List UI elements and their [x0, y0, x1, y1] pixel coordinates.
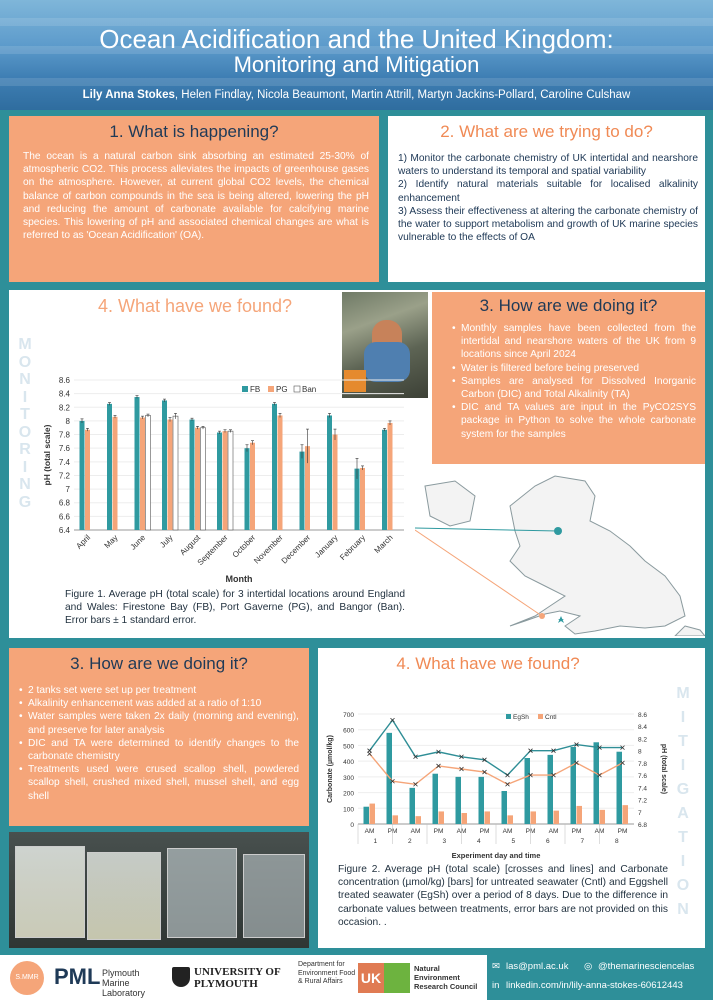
list-item: • 2 tanks set were set up per treatment [19, 684, 299, 697]
y-tick-label: 6.8 [58, 498, 70, 508]
x-tick-label: PM [525, 828, 536, 835]
email-icon: ✉ [492, 961, 500, 972]
bar-EgSh [548, 755, 554, 824]
section-heading: 3. How are we doing it? [70, 654, 248, 673]
x-tick-label: AM [594, 828, 605, 835]
bar-FB [327, 415, 332, 530]
other-authors: , Helen Findlay, Nicola Beaumont, Martin Attrill, Martyn Jackins-Pollard, Caroline Culshaw [174, 89, 631, 101]
bar-EgSh [410, 788, 416, 824]
y-right-tick-label: 7.6 [638, 773, 648, 781]
y-right-tick-label: 8 [638, 748, 642, 756]
bar-Cntl [508, 815, 514, 824]
x-tick-label: PM [387, 828, 398, 835]
bar-EgSh [387, 733, 393, 824]
ph-monthly-chart [40, 372, 420, 588]
bar-Ban [228, 431, 233, 530]
y-tick-label: 7.6 [58, 444, 70, 454]
section-heading: 1. What is happening? [109, 122, 279, 141]
y-tick-label: 8.4 [58, 389, 70, 399]
day-label: 6 [545, 838, 550, 845]
bar-Cntl [600, 810, 606, 824]
legend-label: EgSh [513, 714, 529, 721]
x-tick-label: August [178, 533, 203, 558]
y-right-tick-label: 8.2 [638, 736, 648, 744]
legend-label: FB [250, 385, 261, 394]
section-heading: 2. What are we trying to do? [440, 122, 653, 141]
figure-1-caption: Figure 1. Average pH (total scale) for 3 intertidal locations around England and Wales: Firestone Bay (FB), Port Gaverne (PG), and Bangor (Ban). Error bars ± 1 standard error. [65, 589, 405, 627]
bar-Ban [173, 416, 178, 530]
x-tick-label: October [230, 533, 258, 560]
y-left-tick-label: 0 [350, 822, 354, 829]
poster-subtitle: Monitoring and Mitigation [233, 52, 480, 77]
tanks-photo [9, 832, 309, 948]
y-right-tick-label: 7.8 [638, 760, 648, 768]
map-ireland [425, 481, 475, 526]
pml-logo: PML [54, 964, 101, 989]
poster-title: Ocean Acidification and the United Kingdom: [99, 24, 614, 54]
x-tick-label: March [372, 533, 395, 556]
x-tick-label: AM [548, 828, 559, 835]
y-right-tick-label: 8.4 [638, 724, 648, 732]
section-heading: 4. What have we found? [97, 296, 293, 316]
bar-FB [162, 400, 167, 530]
list-item: • Samples are analysed for Dissolved Inorganic Carbon (DIC) and Total Alkalinity (TA) [452, 375, 696, 401]
bar-Cntl [370, 804, 376, 824]
day-label: 4 [476, 838, 481, 845]
nerc-logo-text: Natural Environment Research Council [414, 964, 478, 991]
legend-swatch [268, 386, 274, 392]
label-text: MITIGATION [676, 685, 690, 918]
bar-EgSh [525, 758, 531, 824]
bar-EgSh [456, 777, 462, 824]
bar-Cntl [554, 811, 560, 824]
legend-label: PG [276, 385, 288, 394]
bar-PG [388, 423, 393, 530]
monitoring-vertical-label [16, 336, 34, 511]
ukri-logo: UK [358, 963, 384, 993]
section-what-is-happening [9, 116, 379, 282]
site-marker-star [558, 616, 564, 623]
aims-list [398, 152, 698, 244]
bar-Cntl [623, 805, 629, 824]
section-heading: 4. What have we found? [396, 654, 580, 673]
y-axis-label: pH (total scale) [42, 424, 52, 486]
ph-line [370, 754, 623, 785]
section-heading: 3. How are we doing it? [479, 296, 658, 315]
method-list [19, 684, 299, 803]
x-tick-label: PM [571, 828, 582, 835]
legend-label: Ban [302, 385, 317, 394]
uop-logo: UNIVERSITY OF PLYMOUTH [194, 966, 281, 990]
bar-PG [250, 443, 255, 530]
bar-FB [135, 397, 140, 530]
section-what-are-we-trying [388, 116, 705, 282]
smmr-logo: S.MMR [10, 961, 44, 995]
y-tick-label: 6.6 [58, 512, 70, 522]
bar-FB [300, 452, 305, 530]
list-item: • Monthly samples have been collected from the intertidal and nearshore waters of the UK from 9 locations since April 2024 [452, 322, 696, 362]
x-tick-label: November [252, 533, 285, 566]
mitigation-vertical-label [674, 682, 692, 922]
x-tick-label: AM [502, 828, 513, 835]
x-tick-label: December [279, 533, 313, 566]
y-left-tick-label: 700 [343, 712, 354, 719]
list-item: • Treatments used were crused scallop shell, powdered scallop shell, crushed mixed shell, mussel shell, and egg shell [19, 763, 299, 803]
y-right-tick-label: 6.8 [638, 822, 648, 829]
y-right-tick-label: 7.4 [638, 785, 648, 793]
section-how-mitigation [9, 648, 309, 826]
x-tick-label: February [338, 533, 368, 563]
bar-FB [217, 433, 222, 531]
bar-PG [113, 417, 118, 530]
day-label: 3 [442, 838, 447, 845]
bar-PG [333, 435, 338, 530]
x-tick-label: PM [479, 828, 490, 835]
y-tick-label: 8.6 [58, 376, 70, 385]
bar-FB [245, 448, 250, 530]
bar-PG [278, 415, 283, 530]
x-tick-label: PM [617, 828, 628, 835]
aim-item: 1) Monitor the carbonate chemistry of UK intertidal and nearshore waters to understand its temporal and spatial variability [398, 153, 698, 178]
x-tick-label: AM [456, 828, 467, 835]
pml-logo-text: Plymouth Marine Laboratory [102, 968, 146, 998]
author-list [0, 89, 713, 101]
label-text: MONITORING [18, 336, 32, 511]
y-right-tick-label: 8.6 [638, 712, 648, 719]
x-tick-label: June [128, 533, 148, 552]
bar-Cntl [577, 806, 583, 824]
day-label: 8 [614, 838, 619, 845]
y-tick-label: 7 [65, 485, 70, 495]
list-item: • DIC and TA values are input in the PyCO2SYS package in Python to solve the whole carbonate system for the samples [452, 401, 696, 441]
lead-author: Lily Anna Stokes [82, 89, 175, 101]
y-left-tick-label: 600 [343, 727, 354, 735]
bar-PG [168, 420, 173, 530]
bar-FB [190, 420, 195, 530]
x-axis-label: Experiment day and time [451, 851, 541, 860]
social-icon: ◎ [584, 961, 593, 972]
x-tick-label: AM [410, 828, 421, 835]
uk-map [415, 466, 705, 636]
figure-2-caption: Figure 2. Average pH (total scale) [crosses and lines] and Carbonate concentration (µmol/kg) [bars] for untreated seawater (Cntl) and Eggshell treated seawater (EgSh) over a period of 8 days. Due to the difference in carbonate values between treatments, error bars are not provided on this occasion. . [338, 864, 668, 928]
y-left-tick-label: 100 [343, 806, 354, 814]
y-right-tick-label: 7 [638, 809, 642, 817]
method-list [452, 322, 696, 441]
bar-Ban [146, 415, 151, 530]
bar-PG [140, 418, 145, 531]
carbonate-ph-chart [322, 706, 672, 862]
bar-Ban [201, 428, 206, 530]
day-label: 2 [407, 838, 412, 845]
bar-EgSh [502, 791, 508, 824]
x-tick-label: AM [364, 828, 375, 835]
bar-Cntl [462, 813, 468, 824]
y-tick-label: 8 [65, 416, 70, 426]
bar-EgSh [433, 774, 439, 824]
defra-logo: Department for Environment Food & Rural Affairs [298, 961, 356, 985]
bar-PG [195, 428, 200, 530]
aim-item: 3) Assess their effectiveness at altering the carbonate chemistry of the water to support metabolism and growth of UK marine species vulnerable to the effects of OA [398, 205, 698, 244]
bar-Cntl [485, 811, 491, 824]
map-france-edge [675, 626, 705, 636]
day-label: 5 [511, 838, 516, 845]
y-tick-label: 6.4 [58, 526, 70, 535]
bar-PG [360, 468, 365, 530]
ph-cross-marker [368, 752, 372, 756]
linkedin-icon: in [492, 980, 500, 991]
linkedin-link[interactable]: linkedin.com/in/lily-anna-stokes-60612443 [506, 980, 683, 991]
y-left-tick-label: 200 [343, 790, 354, 798]
ph-cross-marker [391, 718, 395, 722]
aim-item: 2) Identify natural materials suitable for localised alkalinity enhancement [398, 179, 698, 204]
section-how-monitoring [432, 292, 705, 464]
day-label: 7 [580, 838, 585, 845]
y-right-tick-label: 7.2 [638, 797, 648, 805]
bar-EgSh [594, 742, 600, 824]
legend-swatch [538, 714, 543, 719]
bar-EgSh [479, 777, 485, 824]
bar-EgSh [364, 807, 370, 824]
legend-label: Cntl [545, 714, 557, 721]
uop-crest-icon [172, 967, 190, 987]
legend-swatch [506, 714, 511, 719]
y-left-tick-label: 300 [343, 774, 354, 782]
list-item: • DIC and TA were determined to identify changes to the carbonate chemistry [19, 737, 299, 763]
y-left-tick-label: 500 [343, 743, 354, 751]
x-tick-label: April [74, 533, 93, 551]
y-left-tick-label: 400 [343, 759, 354, 767]
map-england-wales [510, 476, 685, 634]
list-item: • Alkalinity enhancement was added at a ratio of 1:10 [19, 697, 299, 710]
y-tick-label: 7.2 [58, 471, 70, 481]
bar-Cntl [393, 815, 399, 824]
y-tick-label: 7.8 [58, 430, 70, 440]
bar-EgSh [617, 752, 623, 824]
bar-Cntl [439, 811, 445, 824]
x-tick-label: May [102, 533, 120, 551]
day-label: 1 [373, 838, 378, 845]
list-item: • Water samples were taken 2x daily (morning and evening), and preserve for later analysis [19, 710, 299, 736]
bar-Cntl [416, 816, 422, 824]
x-tick-label: September [195, 533, 230, 568]
section-body: The ocean is a natural carbon sink absorbing an estimated 25-30% of atmospheric CO2. This process alleviates the impacts of greenhouse gases on the atmosphere. However, at current global CO2 levels, the chemical balance of carbon compounds in the sea is being altered, lowering the pH and reducing the amount of carbonate available for calcifying marine species. This lowering of pH and associated chemical changes are what is referred to as 'Ocean Acidification' (OA). [23, 151, 369, 242]
bar-Cntl [531, 811, 537, 824]
x-tick-label: PM [433, 828, 444, 835]
social-handle[interactable]: @themarinesciencelas [598, 961, 695, 972]
y-tick-label: 8.2 [58, 403, 70, 413]
legend-swatch [294, 386, 300, 392]
nerc-logo-block [384, 963, 410, 993]
y-tick-label: 7.4 [58, 457, 70, 467]
bar-FB [382, 430, 387, 530]
email-link[interactable]: las@pml.ac.uk [506, 961, 569, 972]
list-item: • Water is filtered before being preserved [452, 362, 696, 375]
bar-FB [107, 404, 112, 530]
bar-FB [272, 404, 277, 530]
y-left-axis-label: Carbonate (µmol/kg) [327, 735, 334, 803]
bar-PG [85, 430, 90, 530]
y-right-axis-label: pH (total scale) [660, 743, 667, 795]
x-tick-label: January [313, 533, 340, 560]
bar-EgSh [571, 747, 577, 824]
x-tick-label: July [158, 533, 175, 550]
legend-swatch [242, 386, 248, 392]
bar-FB [80, 421, 85, 530]
bar-PG [223, 431, 228, 530]
x-axis-label: Month [225, 574, 253, 584]
